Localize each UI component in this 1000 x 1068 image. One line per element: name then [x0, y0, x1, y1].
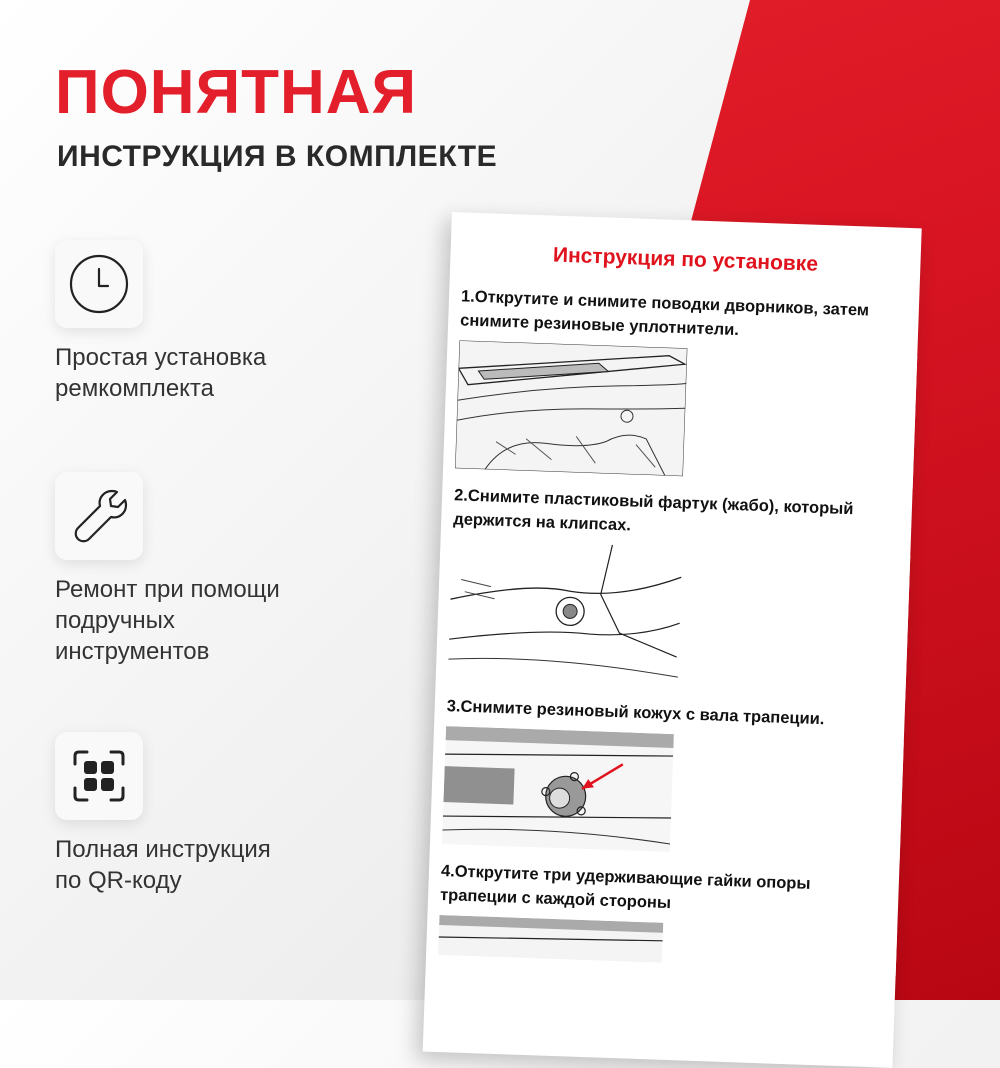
- clock-icon: [55, 240, 143, 328]
- feature-label: Полная инструкция по QR-коду: [55, 836, 271, 894]
- step-4-illustration: [438, 915, 897, 976]
- instruction-sheet: [423, 212, 922, 1068]
- instruction-step-1: 1.Открутите и снимите поводки дворников, затем снимите резиновые уплотнители.: [459, 287, 870, 340]
- feature-hand-tools: [55, 472, 385, 667]
- feature-easy-install: [55, 240, 385, 404]
- page-subtitle: ИНСТРУКЦИЯ В КОМПЛЕКТЕ: [57, 140, 498, 173]
- step-2-illustration: [448, 539, 911, 700]
- feature-label: Простая установка ремкомплекта: [55, 344, 267, 402]
- wrench-icon: [55, 472, 143, 560]
- instruction-title: Инструкция по установке: [552, 243, 819, 276]
- feature-label: Ремонт при помощи подручных инструментов: [55, 576, 280, 665]
- step-3-illustration: [442, 726, 904, 865]
- page-title: ПОНЯТНАЯ: [55, 58, 418, 127]
- instruction-step-4: 4.Открутите три удерживающие гайки опоры трапеции с каждой стороны: [439, 862, 811, 913]
- step-1-illustration: [455, 340, 917, 489]
- feature-qr-instruction: [55, 732, 385, 896]
- qr-code-icon: [55, 732, 143, 820]
- instruction-step-2: 2.Снимите пластиковый фартук (жабо), который держится на клипсах.: [452, 486, 854, 535]
- instruction-step-3: 3.Снимите резиновый кожух с вала трапеции.: [446, 697, 825, 729]
